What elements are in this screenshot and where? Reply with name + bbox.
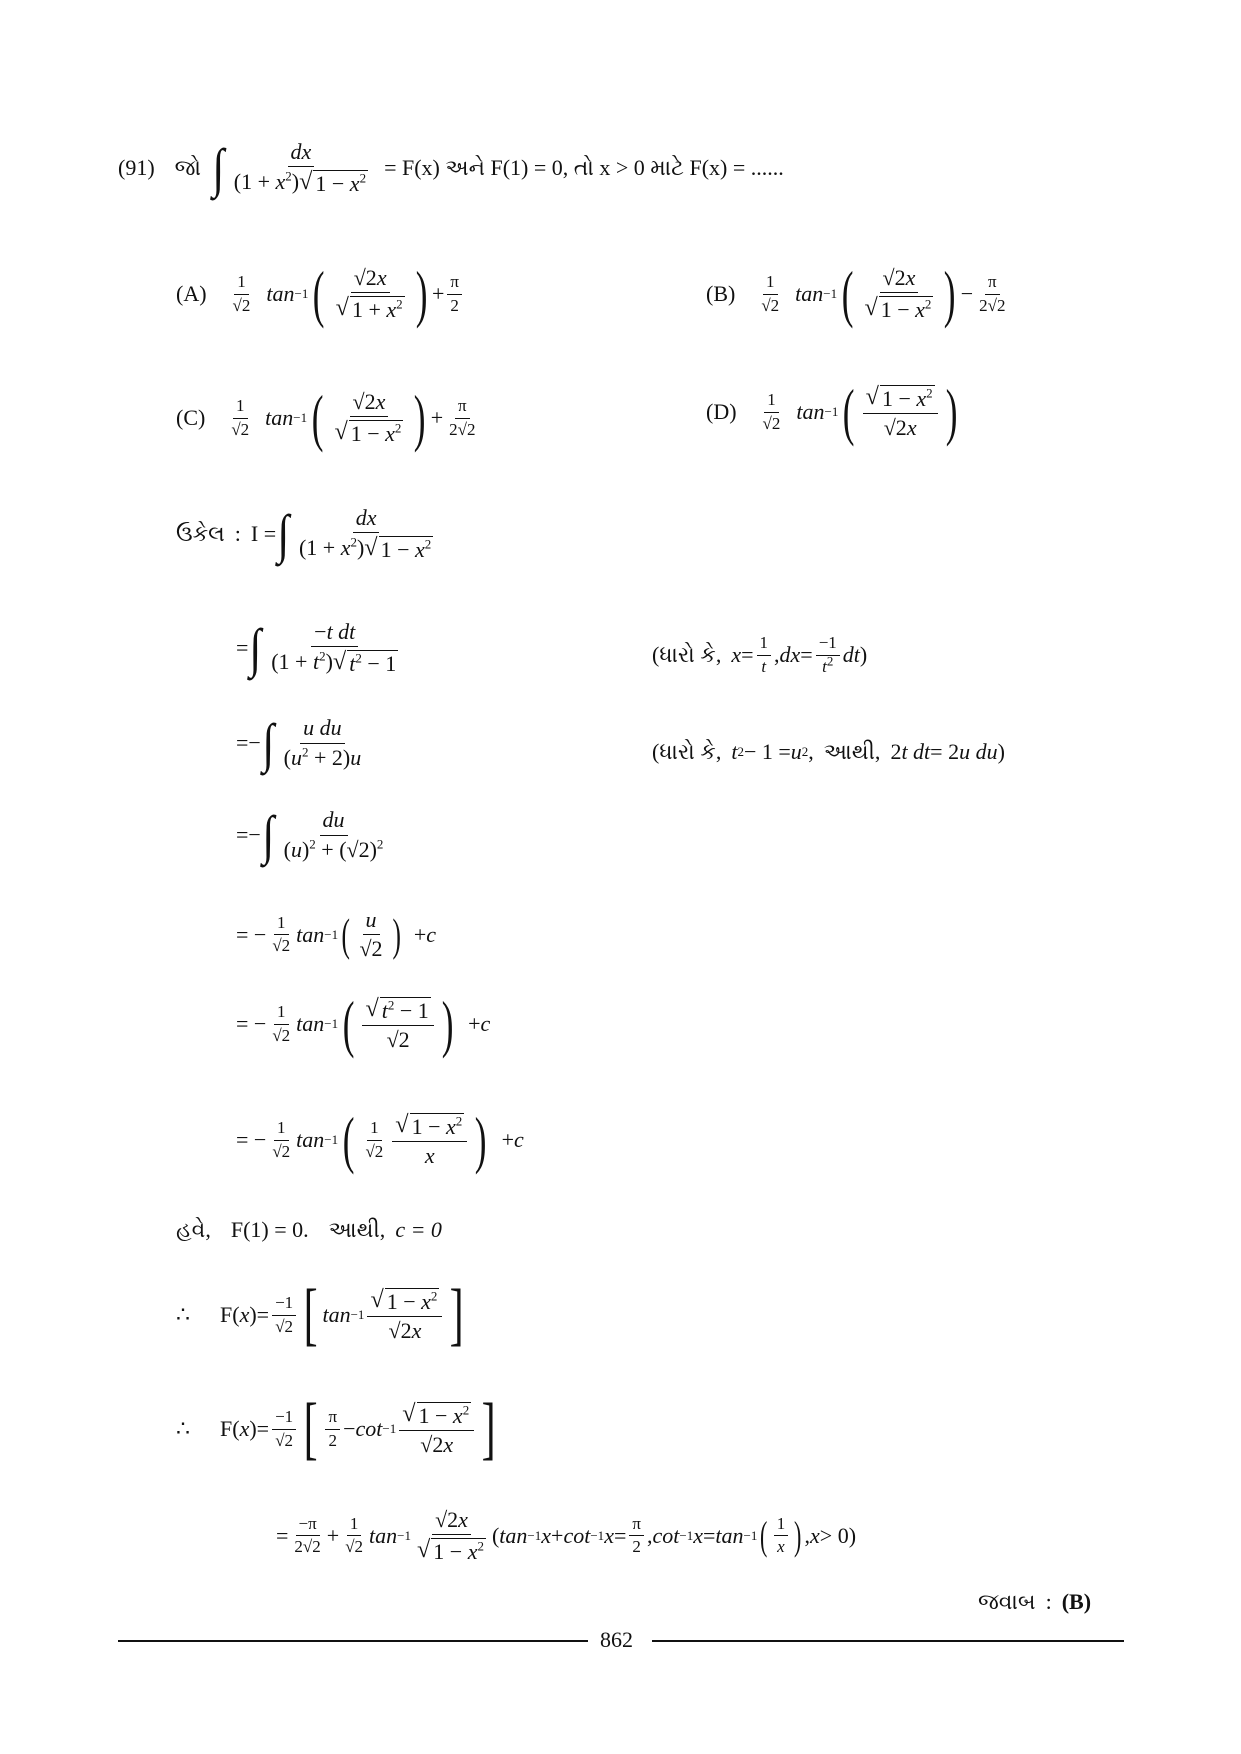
- answer-colon: :: [1045, 1589, 1052, 1614]
- substitution-note-2: (ધારો કે, t 2 − 1 = u 2 , આથી, 2 t dt = 2 u du ): [652, 739, 1005, 764]
- question-number: (91): [118, 154, 155, 180]
- option-c: (C) $\frac{1}{√2}$ tan −1 ( √2x √ $1 - x^2$ ) + $\frac{\pi}{2√2}$: [176, 382, 476, 453]
- option-a: (A) $\frac{1}{√2}$ tan −1 ( √2x √ $1 + x^2$ ) + $\frac{\pi}{2}$: [176, 262, 465, 326]
- solution-line-4: = − $\frac{1}{√2}$ tan −1 ( $\frac{u}{√2}$ ) + c: [236, 907, 437, 962]
- final-line: = $\frac{-\pi}{2√2}$ + $\frac{1}{√2}$ tan −1 √2x √ $1 - x^2$ ( tan −1 x + cot −1 x = $\frac{\pi}{2}$ , cot −1 x = tan −1 ( $\frac{1}{x}$ ) , x > 0): [276, 1507, 857, 1564]
- question-jo: જો: [174, 154, 201, 180]
- question-condition: = F(x) અને F(1) = 0, તો x > 0 માટે F(x) = ......: [384, 154, 784, 180]
- solution-label: ઉકેલ: [176, 520, 225, 546]
- substitution-note-1: (ધારો કે, x = $\frac{1}{t}$ , dx = $\frac{-1}{t^2}$ dt ): [652, 633, 868, 676]
- solution-line-3: =− ∫ $\frac{du}{(u)^2 + (√2)^2}$: [236, 805, 384, 865]
- footer-rule-left: [118, 1640, 588, 1642]
- option-a-label: (A): [176, 280, 207, 306]
- option-b: (B) $\frac{1}{√2}$ tan −1 ( √2x √ $1 - x^2$ ) − $\frac{\pi}{2√2}$: [706, 258, 1006, 329]
- solution-i-eq: I =: [250, 520, 277, 546]
- question-integrand: dx $(1 + x^2)$ √ $1 - x^2$: [233, 139, 367, 196]
- solution-line-0: ઉકેલ : I = ∫ dx $(1 + x^2)$ √ $1 - x^2$: [176, 503, 432, 564]
- solution-colon: :: [234, 520, 241, 546]
- option-c-label: (C): [176, 404, 206, 430]
- option-b-label: (B): [706, 280, 736, 306]
- page-number: 862: [600, 1627, 633, 1652]
- footer-rule-right: [652, 1640, 1124, 1642]
- answer: [978, 1590, 1091, 1614]
- have-line: હવે, F(1) = 0. આથી, c = 0: [176, 1217, 442, 1242]
- solution-line-1: = ∫ −t dt $(1 + t^2)$ √ $t^2 - 1$: [236, 617, 397, 678]
- solution-line-2: =− ∫ $\frac{\text{u du}}{(u^2 + 2)u}$: [236, 713, 362, 773]
- therefore-symbol: ∴: [176, 1415, 190, 1441]
- solution-line-6: = − $\frac{1}{√2}$ tan −1 ( $\frac{1}{√2}$ √ $1 - x^2$ x ) + c: [236, 1104, 524, 1175]
- therefore-symbol: ∴: [176, 1301, 190, 1327]
- therefore-line-2: ∴ F( x )= $\frac{-1}{√2}$ [ $\frac{\pi}{2}$ − cot −1 √ $1 - x^2$ √2x ]: [176, 1390, 496, 1467]
- therefore-line-1: ∴ F( x )= $\frac{-1}{√2}$ [ tan −1 √ $1 - x^2$ √2x ]: [176, 1276, 465, 1353]
- answer-label: જવાબ: [978, 1589, 1036, 1614]
- integral-sign: ∫: [212, 137, 225, 198]
- solution-line-5: = − $\frac{1}{√2}$ tan −1 ( √ $t^2 - 1$ √2 ) + c: [236, 988, 491, 1059]
- answer-value: (B): [1061, 1589, 1092, 1614]
- option-d: (D) $\frac{1}{√2}$ tan −1 ( √ $1 - x^2$ √2x ): [706, 376, 958, 447]
- option-d-label: (D): [706, 398, 737, 424]
- question-line: [118, 137, 784, 198]
